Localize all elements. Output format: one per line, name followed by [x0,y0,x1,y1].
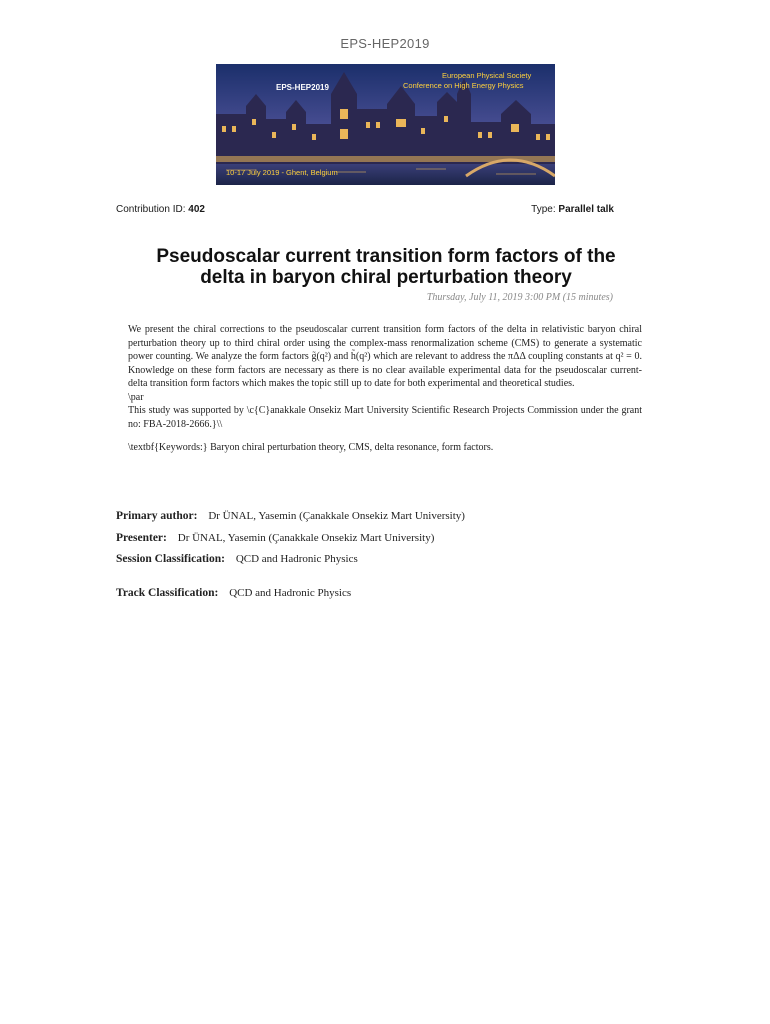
track-classification-label: Track Classification: [116,587,219,599]
contribution-type-value: Parallel talk [558,204,614,215]
abstract-body: We present the chiral corrections to the pseudoscalar current transition form factors of the delta in relativistic baryon chiral perturbation theory up to third chiral order using the complex-mass renormalization scheme (CMS) to generate a systematic power counting. We analyze the form factors g̃(q²) and h̃(q²) which are relevant to address the πΔΔ coupling constants at q² = 0. Knowledge on these form factors are necessary as there is no clear available experimental data for the pseudoscalar current-delta transition form factors which makes the topic still up to date for both experimental and theoretical studies. [128,324,642,389]
primary-author-field [116,510,465,522]
presenter-field [116,532,434,544]
contribution-id [116,204,205,215]
session-datetime: Thursday, July 11, 2019 3:00 PM (15 minutes) [426,292,613,303]
title-line-1: Pseudoscalar current transition form factors of the [156,246,616,267]
abstract-support: This study was supported by \c{C}anakkale Onsekiz Mart University Scientific Research Projects Commission under the grant no: FBA-2018-2666.}\\ [128,405,642,430]
session-classification-value: QCD and Hadronic Physics [235,553,358,565]
abstract-keywords: \textbf{Keywords:} Baryon chiral perturbation theory, CMS, delta resonance, form factors. [128,442,494,453]
track-classification-field [116,587,351,599]
presenter-value: Dr ÜNAL, Yasemin (Çanakkale Onsekiz Mart University) [177,532,435,544]
banner-conference-text: Conference on High Energy Physics [403,81,524,90]
contribution-type-label: Type: [531,204,556,215]
primary-author-label: Primary author: [116,510,198,522]
contribution-id-label: Contribution ID: [116,204,186,215]
conference-title: EPS-HEP2019 [340,36,430,51]
conference-banner-image [216,64,555,185]
track-classification-value: QCD and Hadronic Physics [229,587,352,599]
contribution-id-value: 402 [188,204,205,215]
banner-logo-text: EPS-HEP2019 [276,83,329,92]
banner-society-text: European Physical Society [442,71,532,80]
contribution-title [100,246,672,288]
session-classification-label: Session Classification: [116,553,225,565]
primary-author-value: Dr ÜNAL, Yasemin (Çanakkale Onsekiz Mart University) [208,510,465,522]
presenter-label: Presenter: [116,532,167,544]
abstract [128,323,642,455]
abstract-par: \par [128,391,144,403]
title-line-2: delta in baryon chiral perturbation theory [200,267,572,288]
session-classification-field [116,553,358,565]
banner-dates-text: 10-17 July 2019 - Ghent, Belgium [226,168,338,177]
contribution-type [531,204,614,215]
